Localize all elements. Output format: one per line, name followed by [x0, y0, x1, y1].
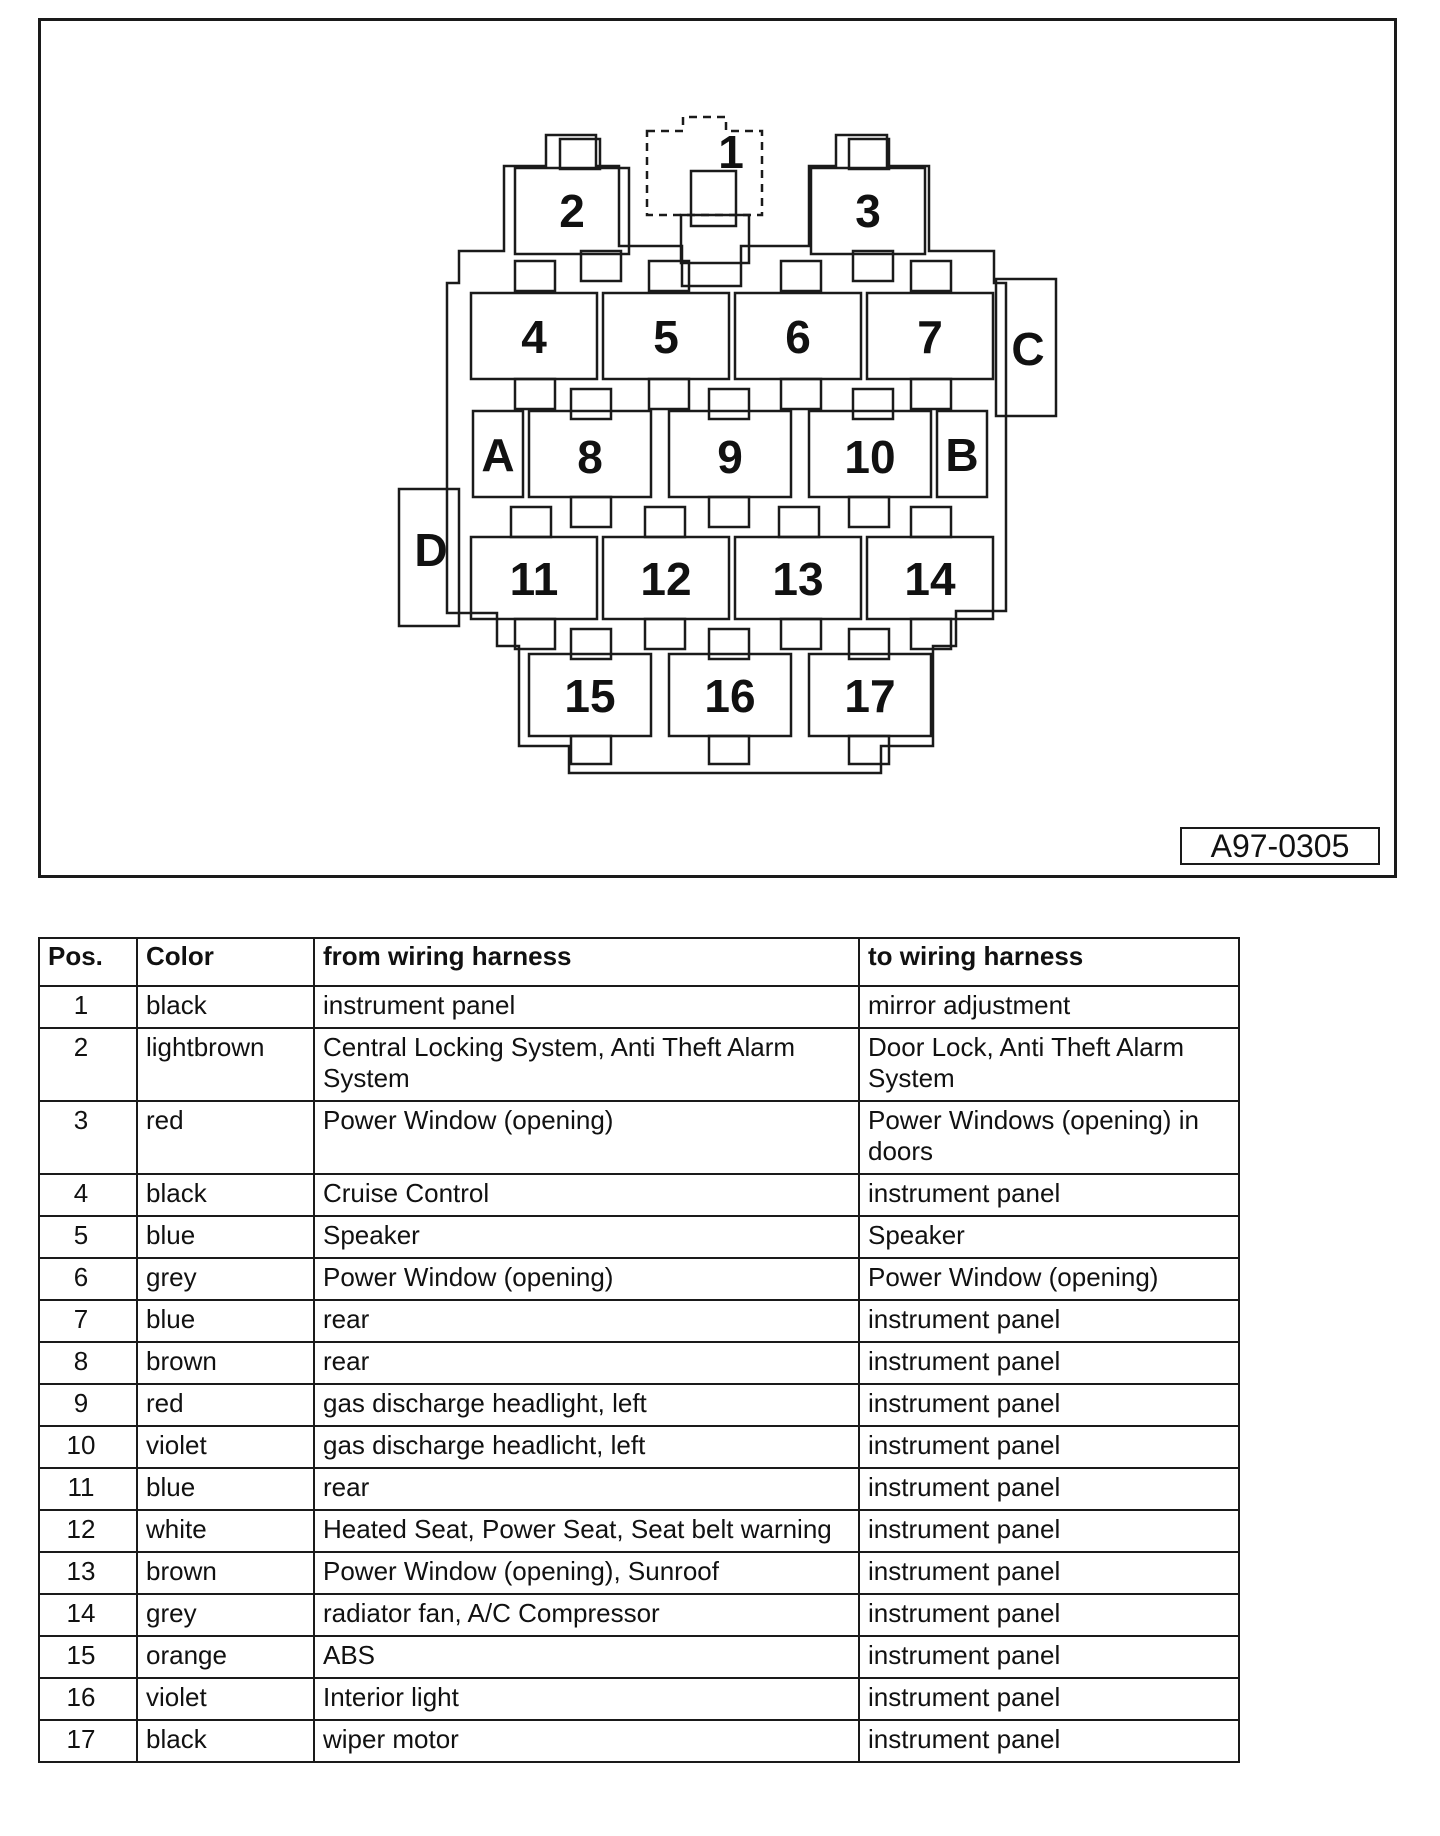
cell-pos: 3	[39, 1101, 137, 1174]
table-header-row	[39, 938, 1239, 986]
cell-pos: 10	[39, 1426, 137, 1468]
cell-color: lightbrown	[137, 1028, 314, 1101]
cell-to: instrument panel	[859, 1300, 1239, 1342]
cell-from: radiator fan, A/C Compressor	[314, 1594, 859, 1636]
slot-label-10: 10	[844, 431, 896, 483]
slot-label-16: 16	[704, 670, 756, 722]
cell-pos: 7	[39, 1300, 137, 1342]
cell-color: black	[137, 1720, 314, 1762]
cell-from: rear	[314, 1300, 859, 1342]
cell-color: orange	[137, 1636, 314, 1678]
cell-from: Speaker	[314, 1216, 859, 1258]
header-from: from wiring harness	[314, 938, 859, 986]
slot-label-13: 13	[772, 553, 824, 605]
cell-color: blue	[137, 1300, 314, 1342]
slot-label-1: 1	[718, 126, 744, 178]
side-label-c: C	[1011, 323, 1045, 375]
table-row	[39, 986, 1239, 1028]
header-pos: Pos.	[39, 938, 137, 986]
cell-from: gas discharge headlicht, left	[314, 1426, 859, 1468]
slot-label-12: 12	[640, 553, 692, 605]
cell-pos: 5	[39, 1216, 137, 1258]
cell-pos: 8	[39, 1342, 137, 1384]
table-row	[39, 1636, 1239, 1678]
wiring-harness-table	[38, 937, 1240, 1763]
slot-label-2: 2	[559, 185, 585, 237]
slot-label-9: 9	[717, 431, 743, 483]
side-label-d: D	[414, 524, 448, 576]
cell-to: Speaker	[859, 1216, 1239, 1258]
table-row	[39, 1678, 1239, 1720]
slot-label-15: 15	[564, 670, 616, 722]
cell-color: brown	[137, 1552, 314, 1594]
table-row	[39, 1216, 1239, 1258]
figure-id-label: A97-0305	[1180, 827, 1380, 865]
cell-color: blue	[137, 1468, 314, 1510]
table-row	[39, 1552, 1239, 1594]
side-label-a: A	[481, 429, 515, 481]
cell-color: black	[137, 986, 314, 1028]
cell-to: instrument panel	[859, 1636, 1239, 1678]
slot-1-dashed-outline	[647, 117, 762, 215]
slot-label-14: 14	[904, 553, 956, 605]
relay-panel-diagram	[38, 18, 1397, 878]
cell-from: gas discharge headlight, left	[314, 1384, 859, 1426]
table-row	[39, 1720, 1239, 1762]
cell-from: ABS	[314, 1636, 859, 1678]
side-label-b: B	[945, 429, 979, 481]
cell-pos: 9	[39, 1384, 137, 1426]
cell-to: mirror adjustment	[859, 986, 1239, 1028]
cell-pos: 17	[39, 1720, 137, 1762]
table-row	[39, 1426, 1239, 1468]
cell-from: Power Window (opening), Sunroof	[314, 1552, 859, 1594]
table-row	[39, 1258, 1239, 1300]
cell-pos: 1	[39, 986, 137, 1028]
header-to: to wiring harness	[859, 938, 1239, 986]
cell-from: rear	[314, 1342, 859, 1384]
cell-color: brown	[137, 1342, 314, 1384]
cell-pos: 16	[39, 1678, 137, 1720]
cell-pos: 12	[39, 1510, 137, 1552]
cell-to: Power Window (opening)	[859, 1258, 1239, 1300]
cell-color: grey	[137, 1594, 314, 1636]
table-row	[39, 1101, 1239, 1174]
cell-to: Door Lock, Anti Theft Alarm System	[859, 1028, 1239, 1101]
cell-color: black	[137, 1174, 314, 1216]
cell-color: violet	[137, 1426, 314, 1468]
cell-pos: 14	[39, 1594, 137, 1636]
cell-to: instrument panel	[859, 1468, 1239, 1510]
cell-color: violet	[137, 1678, 314, 1720]
cell-pos: 6	[39, 1258, 137, 1300]
cell-color: blue	[137, 1216, 314, 1258]
slot-label-3: 3	[855, 185, 881, 237]
slot-label-6: 6	[785, 311, 811, 363]
header-color: Color	[137, 938, 314, 986]
table-row	[39, 1028, 1239, 1101]
slot-label-17: 17	[844, 670, 896, 722]
slot-label-7: 7	[917, 311, 943, 363]
cell-pos: 15	[39, 1636, 137, 1678]
cell-from: instrument panel	[314, 986, 859, 1028]
relay-panel-drawing	[41, 21, 1394, 875]
slot-label-8: 8	[577, 431, 603, 483]
cell-color: red	[137, 1101, 314, 1174]
cell-from: rear	[314, 1468, 859, 1510]
cell-pos: 2	[39, 1028, 137, 1101]
cell-pos: 13	[39, 1552, 137, 1594]
cell-from: Central Locking System, Anti Theft Alarm System	[314, 1028, 859, 1101]
cell-from: Interior light	[314, 1678, 859, 1720]
cell-to: instrument panel	[859, 1720, 1239, 1762]
cell-to: instrument panel	[859, 1552, 1239, 1594]
cell-to: instrument panel	[859, 1342, 1239, 1384]
cell-color: red	[137, 1384, 314, 1426]
cell-to: instrument panel	[859, 1678, 1239, 1720]
cell-color: grey	[137, 1258, 314, 1300]
cell-pos: 4	[39, 1174, 137, 1216]
cell-color: white	[137, 1510, 314, 1552]
cell-to: instrument panel	[859, 1510, 1239, 1552]
cell-to: instrument panel	[859, 1174, 1239, 1216]
table-row	[39, 1174, 1239, 1216]
cell-from: Cruise Control	[314, 1174, 859, 1216]
cell-to: instrument panel	[859, 1384, 1239, 1426]
table-row	[39, 1510, 1239, 1552]
table-row	[39, 1300, 1239, 1342]
cell-pos: 11	[39, 1468, 137, 1510]
cell-to: Power Windows (opening) in doors	[859, 1101, 1239, 1174]
cell-from: wiper motor	[314, 1720, 859, 1762]
cell-from: Power Window (opening)	[314, 1101, 859, 1174]
slot-label-11: 11	[509, 553, 559, 605]
table-row	[39, 1468, 1239, 1510]
slot-label-5: 5	[653, 311, 679, 363]
cell-to: instrument panel	[859, 1426, 1239, 1468]
cell-to: instrument panel	[859, 1594, 1239, 1636]
cell-from: Heated Seat, Power Seat, Seat belt warning	[314, 1510, 859, 1552]
cell-from: Power Window (opening)	[314, 1258, 859, 1300]
table-row	[39, 1384, 1239, 1426]
table-row	[39, 1342, 1239, 1384]
table-row	[39, 1594, 1239, 1636]
slot-label-4: 4	[521, 311, 547, 363]
